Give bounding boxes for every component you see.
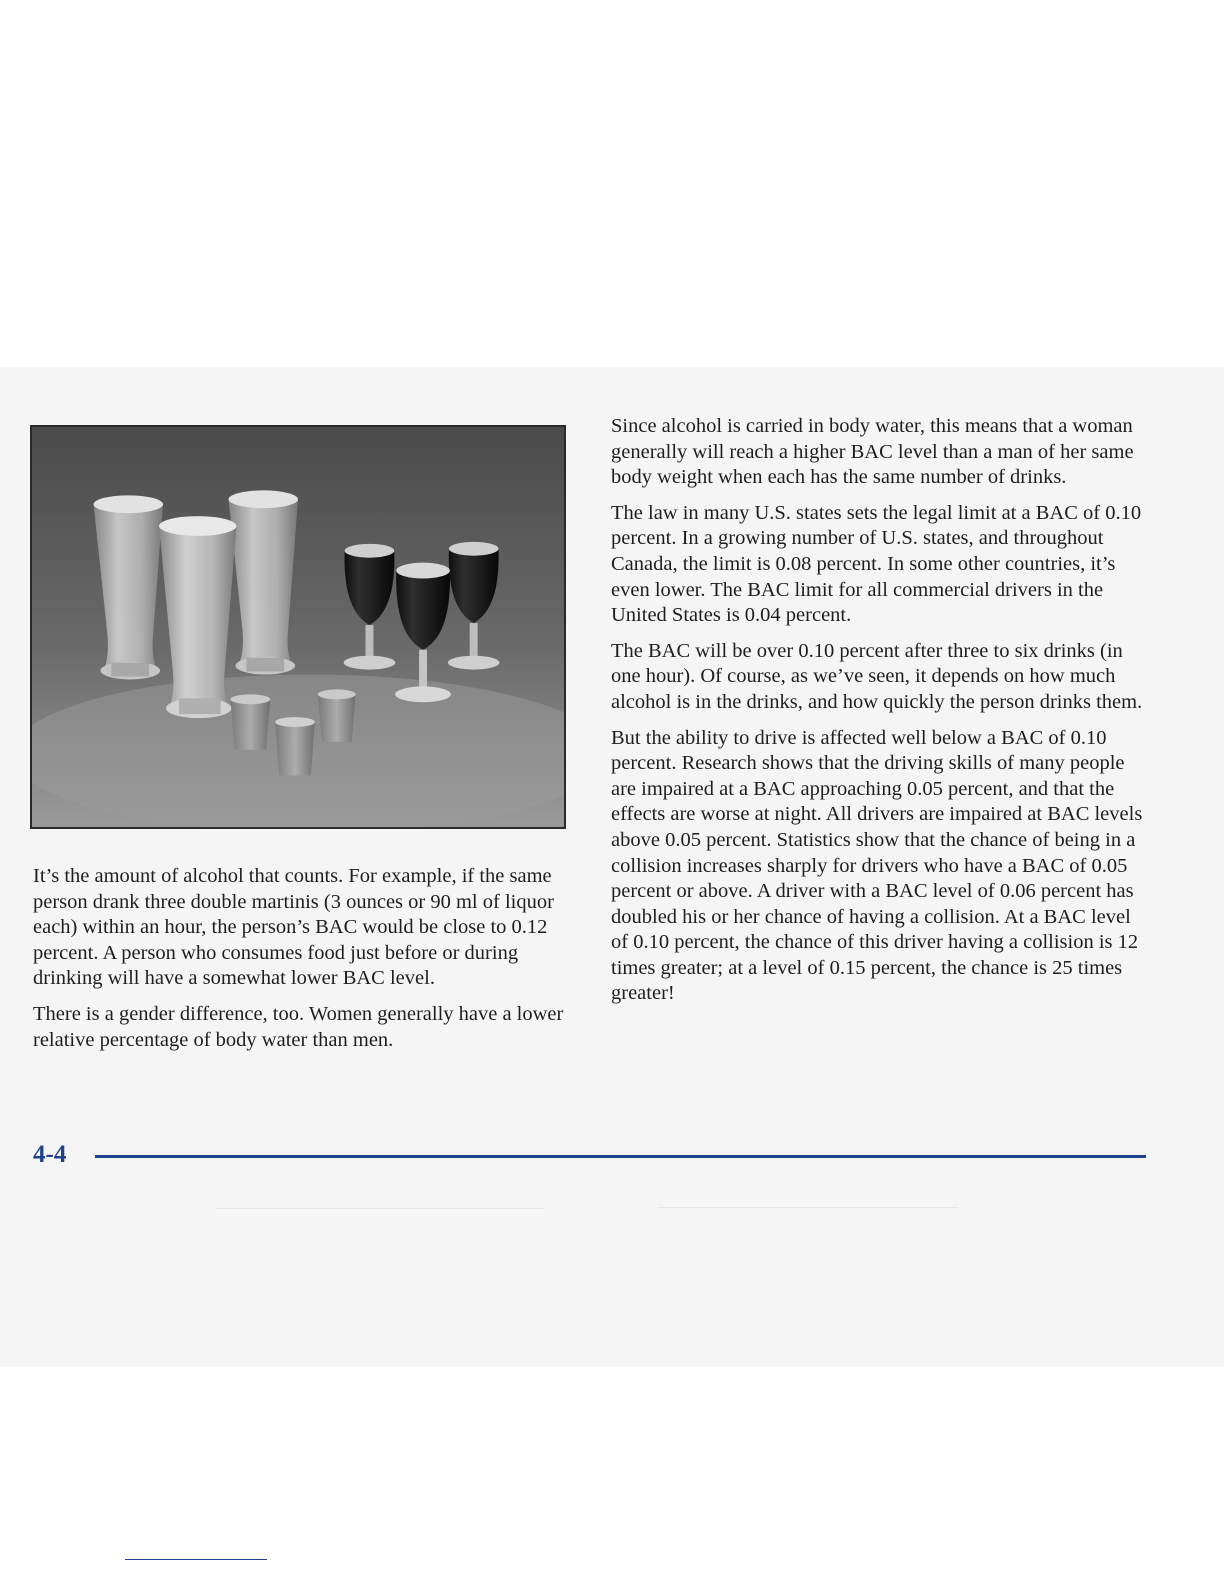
paragraph: There is a gender difference, too. Women generally have a lower relative percentage of body water than men.	[33, 1002, 564, 1051]
paragraph: Since alcohol is carried in body water, this means that a woman generally will reach a higher BAC level than a man of her same body weight when each has the same number of drinks.	[611, 415, 1134, 489]
divider	[125, 1559, 267, 1560]
divider	[658, 1207, 958, 1208]
page-number: 4-4	[33, 1141, 67, 1168]
paragraph: It’s the amount of alcohol that counts. For example, if the same person drank three double martinis (3 ounces or 90 ml of liquor each) within an hour, the person’s BAC would be close to 0.12 percent. A person who consumes food just before or during drinking will have a somewhat lower BAC level.	[33, 865, 554, 990]
right-column	[611, 414, 1151, 1017]
left-column	[33, 864, 569, 1063]
paragraph: The BAC will be over 0.10 percent after three to six drinks (in one hour). Of course, as we’ve seen, it depends on how much alcohol is in the drinks, and how quickly the person drinks them.	[611, 639, 1143, 713]
divider	[215, 1208, 545, 1209]
paragraph: But the ability to drive is affected well below a BAC of 0.10 percent. Research shows that the driving skills of many people are impaired at a BAC approaching 0.05 percent, and that the effects are worse at night. All drivers are impaired at BAC levels above 0.05 percent. Statistics show that the chance of being in a collision increases sharply for drivers who have a BAC of 0.05 percent or above. A driver with a BAC level of 0.06 percent has doubled his or her chance of having a collision. At a BAC level of 0.10 percent, the chance of this driver having a collision is 12 times greater; at a level of 0.15 percent, the chance is 25 times greater!	[611, 726, 1143, 1005]
paragraph: The law in many U.S. states sets the legal limit at a BAC of 0.10 percent. In a growing number of U.S. states, and throughout Canada, the limit is 0.08 percent. In some other countries, it’s even lower. The BAC limit for all commercial drivers in the United States is 0.04 percent.	[611, 501, 1142, 627]
photo-illustration	[32, 427, 564, 827]
beer-wine-shot-glasses-photo	[30, 425, 566, 829]
footer-rule	[95, 1155, 1146, 1158]
